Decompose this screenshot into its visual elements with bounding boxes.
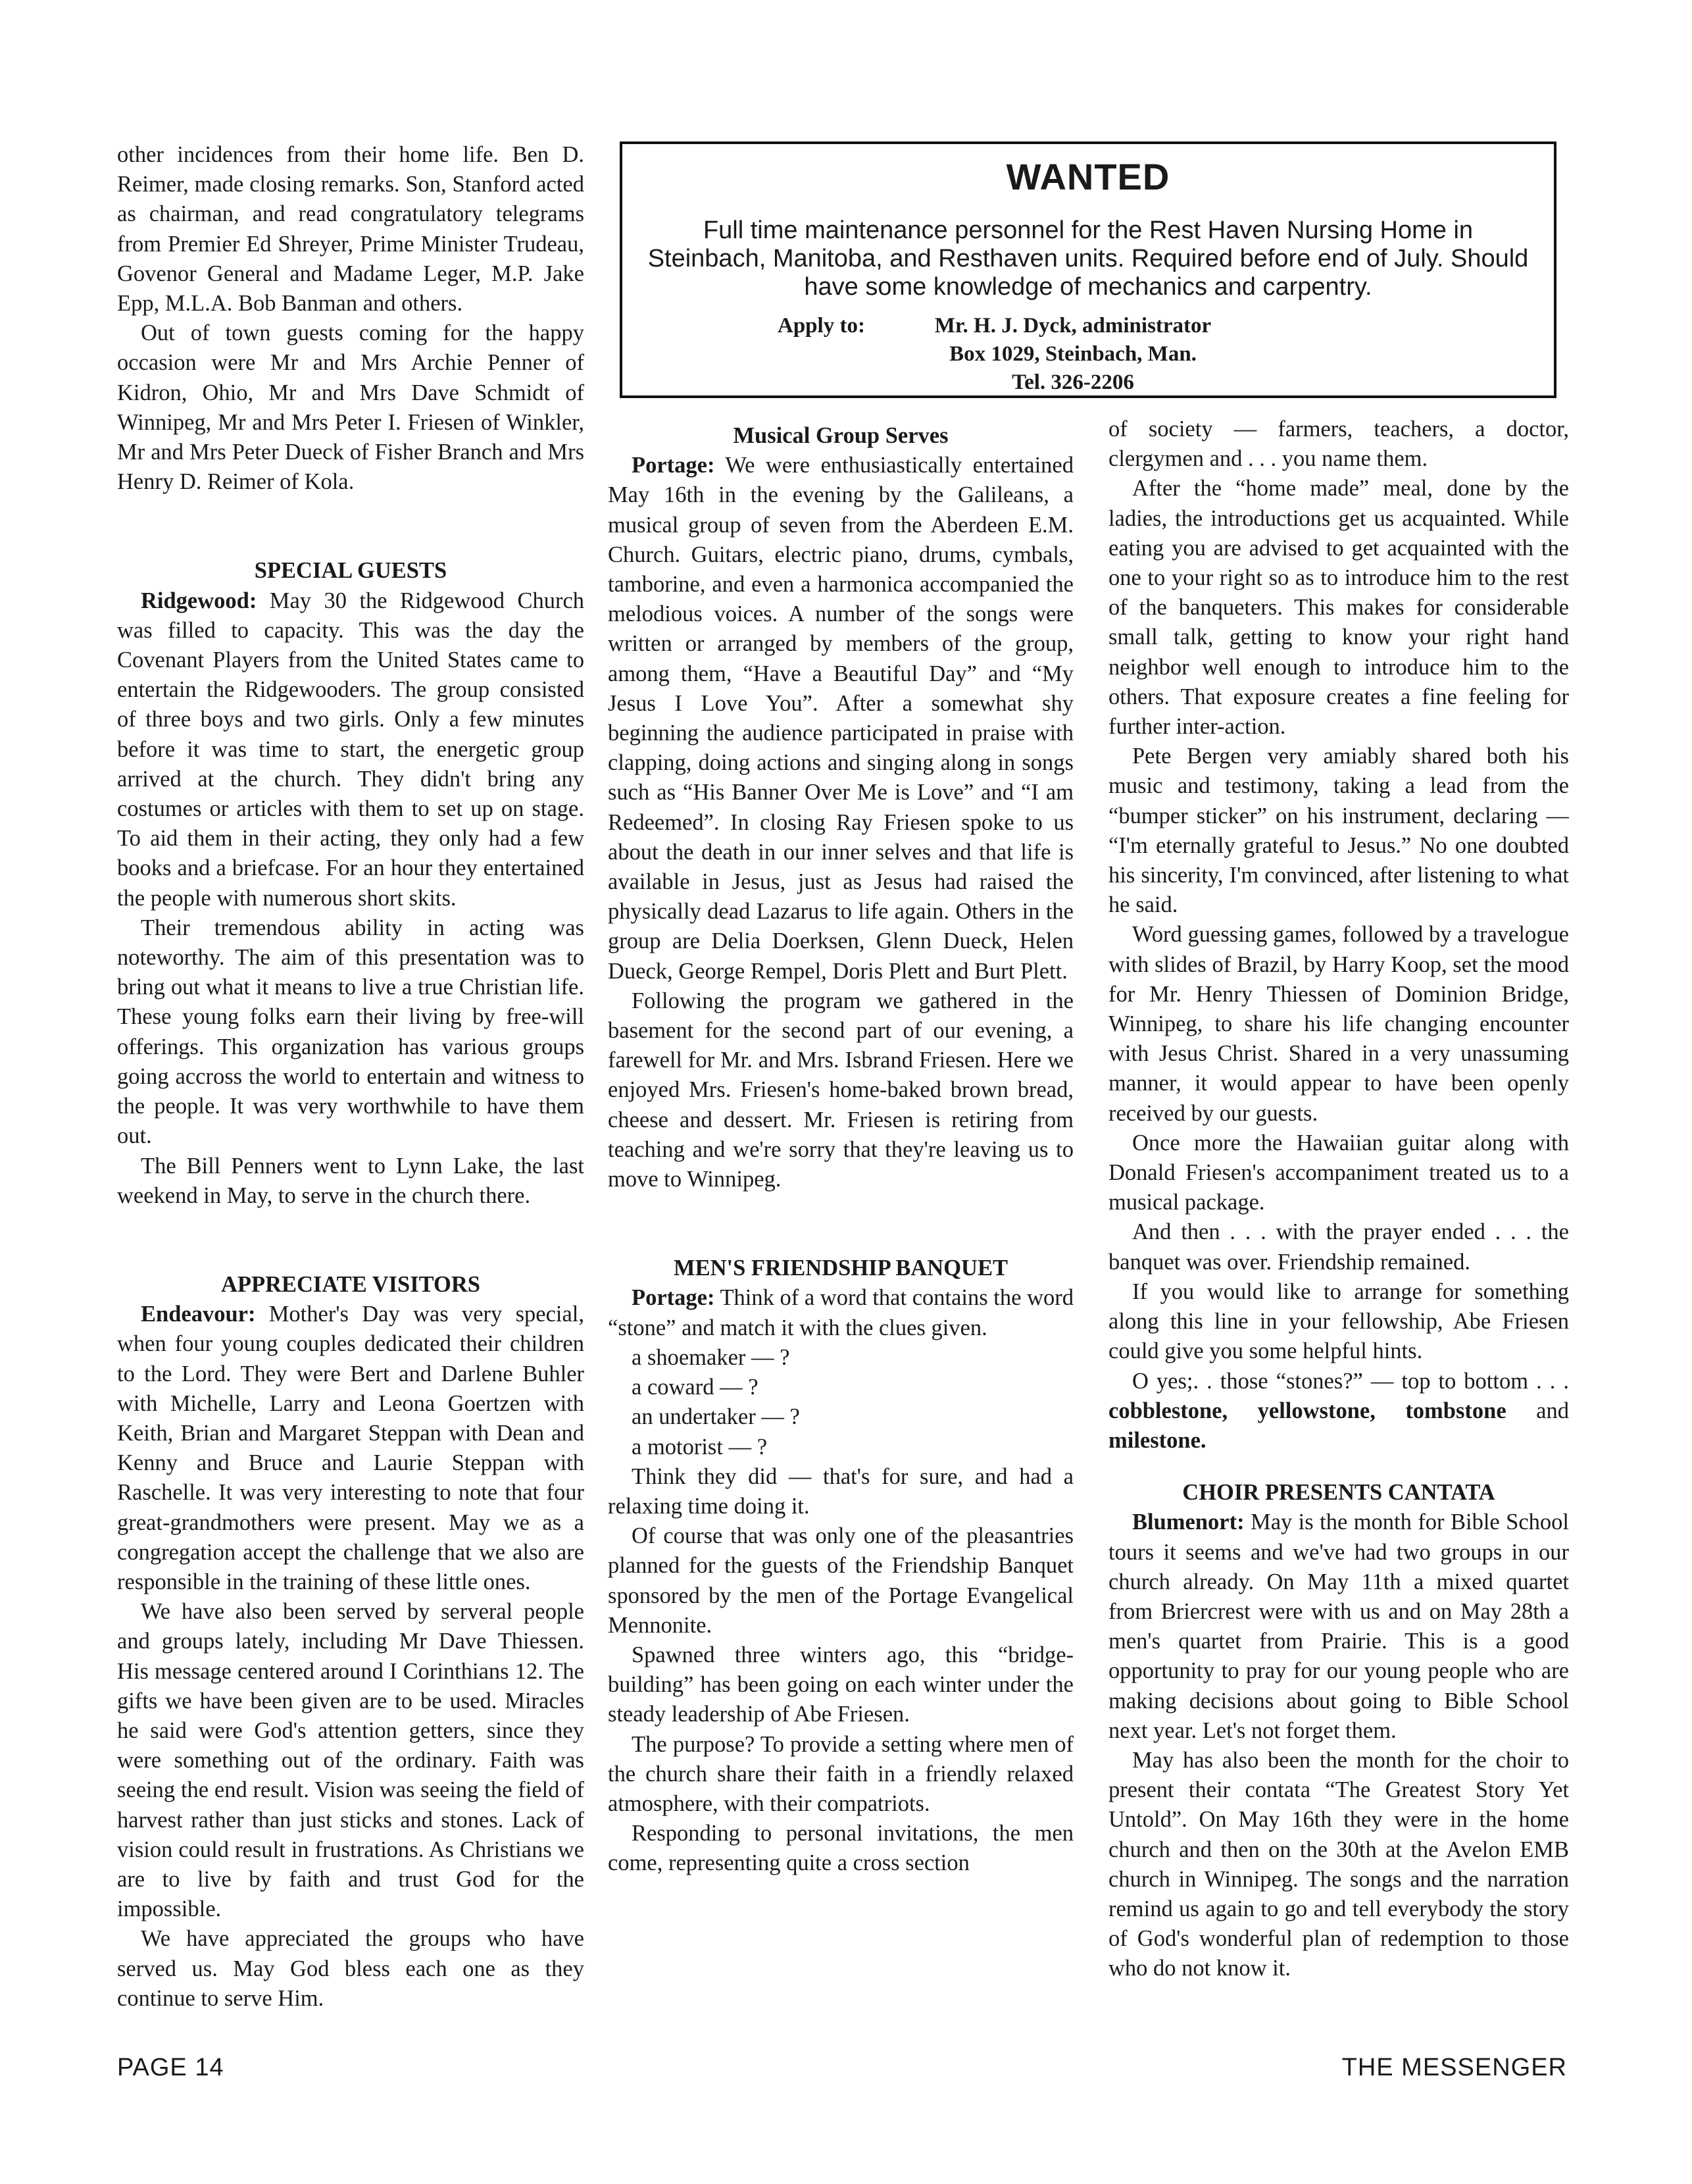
place-name: Ridgewood:	[141, 588, 257, 613]
appreciate-visitors-paragraph: Endeavour: Mother's Day was very special, when four young couples dedicated their children to the Lord. They were Bert and Darlene Buhler with Michelle, Larry and Leona Goertzen with Keith, Brian and Margaret Steppan with Dean and Kenny and Bruce and Laurie Steppan with Raschelle. It was very interesting to note that four great-grandmothers were present. May we as a congregation accept the challenge that we also are responsible in the training of these little ones.	[117, 1302, 584, 1594]
contact-address: Box 1029, Steinbach, Man.	[949, 342, 1197, 366]
choir-paragraph: May has also been the month for the choir to present their contata “The Greatest Story Yet Untold”. On May 16th they were in the home church and then on the 30th at the Avelon EMB church in Winnipeg. The songs and the narration remind us again to go and tell everybody the story of God's wonderful plan of redemption to those who do not know it.	[1108, 1747, 1569, 1981]
wanted-body: Full time maintenance personnel for the Rest Haven Nursing Home in Steinbach, Manitoba, and Resthaven units. Required before end of July. Should have some knowledge of mechanics and carpentry.	[647, 216, 1529, 301]
clue-item: a shoemaker — ?	[632, 1344, 790, 1370]
appreciate-visitors-paragraph: We have also been served by serveral people and groups lately, including Mr Dave Thiessen. His message centered around I Corinthians 12. The gifts we have been given are to be used. Miracles he said were God's attention getters, since they were something out of the ordinary. Faith was seeing the end result. Vision was seeing the field of harvest rather than just sticks and stones. Lack of vision could result in frustrations. As Christians we are to live by faith and trust God for the impossible.	[117, 1599, 584, 1922]
page-number: PAGE 14	[117, 2054, 224, 2081]
choir-paragraph: Blumenort: May is the month for Bible School tours it seems and we've had two groups in our church already. On May 11th a mixed quartet from Briercrest were with us and on May 28th a men's quartet from Prairie. This is a good opportunity to pray for our young people who are making decisions about going to Bible School next year. Let's not forget them.	[1108, 1510, 1569, 1743]
stones-answers: cobblestone, yellowstone, tombstone	[1108, 1398, 1506, 1423]
clue-item: an undertaker — ?	[632, 1404, 800, 1430]
mens-banquet-paragraph: Think they did — that's for sure, and had a relaxing time doing it.	[608, 1463, 1074, 1519]
clue-item: a motorist — ?	[632, 1434, 768, 1460]
stones-last-answer: milestone.	[1108, 1427, 1207, 1453]
place-name: Blumenort:	[1132, 1510, 1245, 1535]
intro-paragraph: other incidences from their home life. Ben D. Reimer, made closing remarks. Son, Stanford acted as chairman, and read congratulatory telegrams from Premier Ed Shreyer, Prime Minister Trudeau, Govenor General and Madame Leger, M.P. Jake Epp, M.L.A. Bob Banman and others.	[117, 142, 584, 317]
banquet-continued-paragraph: After the “home made” meal, done by the ladies, the introductions get us acquainted. While eating you are advised to get acquainted with the one to your right so as to introduce him to the rest of the banqueters. This makes for considerable small talk, getting to know your right hand neighbor well enough to introduce him to the others. That exposure creates a fine feeling for further inter-action.	[1108, 476, 1569, 740]
special-guests-paragraph: Ridgewood: May 30 the Ridgewood Church was filled to capacity. This was the day the Covenant Players from the United States came to entertain the Ridgewooders. The group consisted of three boys and two girls. Only a few minutes before it was time to start, the energetic group arrived at the church. They didn't bring any costumes or articles with them to set up on stage. To aid them in their acting, they only had a few books and a briefcase. For an hour they entertained the people with numerous short skits.	[117, 588, 584, 911]
special-guests-paragraph: The Bill Penners went to Lynn Lake, the last weekend in May, to serve in the church there.	[117, 1153, 584, 1208]
mens-banquet-paragraph: Responding to personal invitations, the men come, representing quite a cross section	[608, 1821, 1074, 1876]
appreciate-visitors-heading: APPRECIATE VISITORS	[221, 1271, 480, 1297]
contact-phone: Tel. 326-2206	[1012, 370, 1134, 394]
clue-item: a coward — ?	[632, 1375, 759, 1400]
banquet-continued-paragraph: of society — farmers, teachers, a doctor, clergymen and . . . you name them.	[1108, 417, 1569, 472]
musical-group-paragraph: Portage: We were enthusiastically entertained May 16th in the evening by the Galileans, a musical group of seven from the Aberdeen E.M. Church. Guitars, electric piano, drums, cymbals, tamborine, and even a harmonica accompanied the melodious voices. A number of the songs were written or arranged by members of the group, among them, “Have a Beautiful Day” and “My Jesus I Love You”. After a somewhat shy beginning the audience participated in praise with clapping, doing actions and singing along in songs such as “His Banner Over Me is Love” and “I am Redeemed”. In closing Ray Friesen spoke to us about the death in our inner selves and that life is available in Jesus, just as Jesus had raised the physically dead Lazarus to life again. Others in the group are Delia Doerksen, Glenn Dueck, Helen Dueck, George Rempel, Doris Plett and Burt Plett.	[608, 453, 1074, 984]
banquet-continued-paragraph: If you would like to arrange for something along this line in your fellowship, Abe Friesen could give you some helpful hints.	[1108, 1279, 1569, 1364]
middle-column	[608, 421, 1074, 2040]
left-column	[117, 140, 584, 2035]
banquet-continued-paragraph: Once more the Hawaiian guitar along with Donald Friesen's accompaniment treated us to a musical package.	[1108, 1130, 1569, 1215]
mens-banquet-paragraph: The purpose? To provide a setting where men of the church share their faith in a friendly relaxed atmosphere, with their compatriots.	[608, 1731, 1074, 1816]
banquet-continued-paragraph: Word guessing games, followed by a travelogue with slides of Brazil, by Harry Koop, set the mood for Mr. Henry Thiessen of Dominion Bridge, Winnipeg, to share his life changing encounter with Jesus Christ. Shared in a very unassuming manner, it would appear to have been openly received by our guests.	[1108, 922, 1569, 1126]
contact-name: Mr. H. J. Dyck, administrator	[934, 314, 1212, 338]
place-name: Endeavour:	[141, 1302, 256, 1327]
appreciate-visitors-paragraph: We have appreciated the groups who have served us. May God bless each one as they continue to serve Him.	[117, 1926, 584, 2011]
guests-paragraph: Out of town guests coming for the happy occasion were Mr and Mrs Archie Penner of Kidron, Ohio, Mr and Mrs Dave Schmidt of Winnipeg, Mr and Mrs Peter I. Friesen of Winkler, Mr and Mrs Peter Dueck of Fisher Branch and Mrs Henry D. Reimer of Kola.	[117, 320, 584, 495]
mens-banquet-paragraph: Of course that was only one of the pleasantries planned for the guests of the Friendship Banquet sponsored by the men of the Portage Evangelical Mennonite.	[608, 1523, 1074, 1638]
place-name: Portage:	[632, 1285, 715, 1311]
choir-heading: CHOIR PRESENTS CANTATA	[1182, 1480, 1495, 1506]
musical-group-paragraph: Following the program we gathered in the basement for the second part of our evening, a farewell for Mr. and Mrs. Isbrand Friesen. Here we enjoyed Mrs. Friesen's home-baked brown bread, cheese and dessert. Mr. Friesen is retiring from teaching and we're sorry that they're leaving us to move to Winnipeg.	[608, 988, 1074, 1192]
mens-banquet-paragraph: Spawned three winters ago, this “bridge-building” has been going on each winter under the steady leadership of Abe Friesen.	[608, 1642, 1074, 1727]
banquet-continued-paragraph: Pete Bergen very amiably shared both his music and testimony, taking a lead from the “bumper sticker” on his instrument, declaring — “I'm eternally grateful to Jesus.” No one doubted his sincerity, I'm convinced, after listening to what he said.	[1108, 744, 1569, 918]
mens-banquet-paragraph: Portage: Think of a word that contains the word “stone” and match it with the clues given.	[608, 1285, 1074, 1340]
musical-group-heading: Musical Group Serves	[733, 423, 949, 448]
place-name: Portage:	[632, 453, 715, 478]
wanted-title: WANTED	[1006, 156, 1170, 197]
mens-banquet-heading: MEN'S FRIENDSHIP BANQUET	[674, 1256, 1008, 1281]
apply-contact	[908, 312, 1237, 397]
wanted-ad	[620, 141, 1556, 398]
right-column	[1108, 415, 1569, 2040]
banquet-continued-paragraph: And then . . . with the prayer ended . . . the banquet was over. Friendship remained.	[1108, 1219, 1569, 1275]
apply-label: Apply to:	[778, 314, 865, 338]
publication-name: THE MESSENGER	[1341, 2054, 1567, 2081]
special-guests-paragraph: Their tremendous ability in acting was noteworthy. The aim of this presentation was to bring out what it means to live a true Christian life. These young folks earn their living by free-will offerings. This organization has various groups going accross the world to entertain and witness to the people. It was very worthwhile to have them out.	[117, 915, 584, 1149]
special-guests-heading: SPECIAL GUESTS	[254, 558, 447, 584]
stones-answer-paragraph: O yes;. . those “stones?” — top to bottom . . . cobblestone, yellowstone, tombstone and milestone.	[1108, 1368, 1569, 1453]
